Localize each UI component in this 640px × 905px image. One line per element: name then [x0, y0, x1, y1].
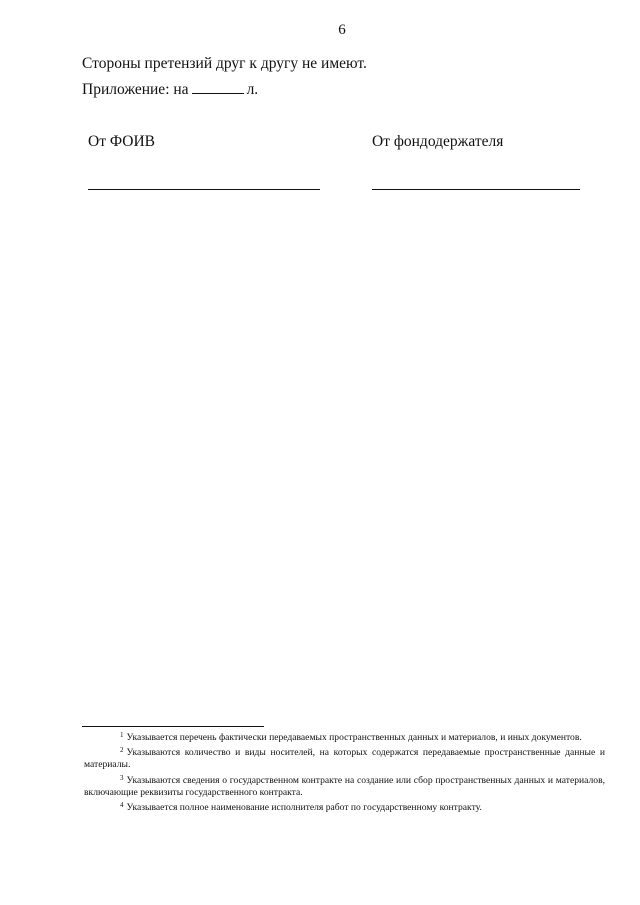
claims-statement: Стороны претензий друг к другу не имеют. — [82, 55, 367, 72]
signature-line-foiv — [88, 189, 320, 190]
footnote-mark: 4 — [120, 801, 124, 810]
footnote-text: Указывается полное наименование исполнителя работ по государственному контракту. — [126, 802, 482, 814]
footnote-text: Указываются количество и виды носителей, на которых содержатся передаваемые пространственные данные и материалы. — [84, 747, 605, 771]
footnote-mark: 3 — [120, 773, 124, 782]
signature-line-fund-holder — [372, 189, 580, 190]
footnote-2 — [84, 744, 605, 771]
signature-label-foiv: От ФОИВ — [88, 133, 156, 150]
appendix-suffix: л. — [246, 81, 259, 98]
appendix-line — [82, 81, 258, 99]
footnote-1 — [84, 729, 605, 744]
signature-label-fund-holder: От фондодержателя — [372, 133, 504, 150]
footnote-text: Указываются сведения о государственном контракте на создание или сбор пространственных данных и материалов, включающие реквизиты государственного контракта. — [84, 774, 605, 798]
appendix-pages-blank — [192, 81, 244, 94]
page-number: 6 — [338, 22, 346, 38]
footnote-3 — [84, 772, 605, 799]
footnote-separator — [82, 726, 264, 727]
footnote-mark: 1 — [120, 731, 124, 739]
footnotes — [84, 729, 605, 814]
footnote-4 — [84, 799, 605, 814]
appendix-prefix: Приложение: на — [82, 81, 189, 98]
footnote-text: Указывается перечень фактически передаваемых пространственных данных и материалов, и иных документов. — [126, 732, 582, 743]
footnote-mark: 2 — [120, 746, 124, 755]
